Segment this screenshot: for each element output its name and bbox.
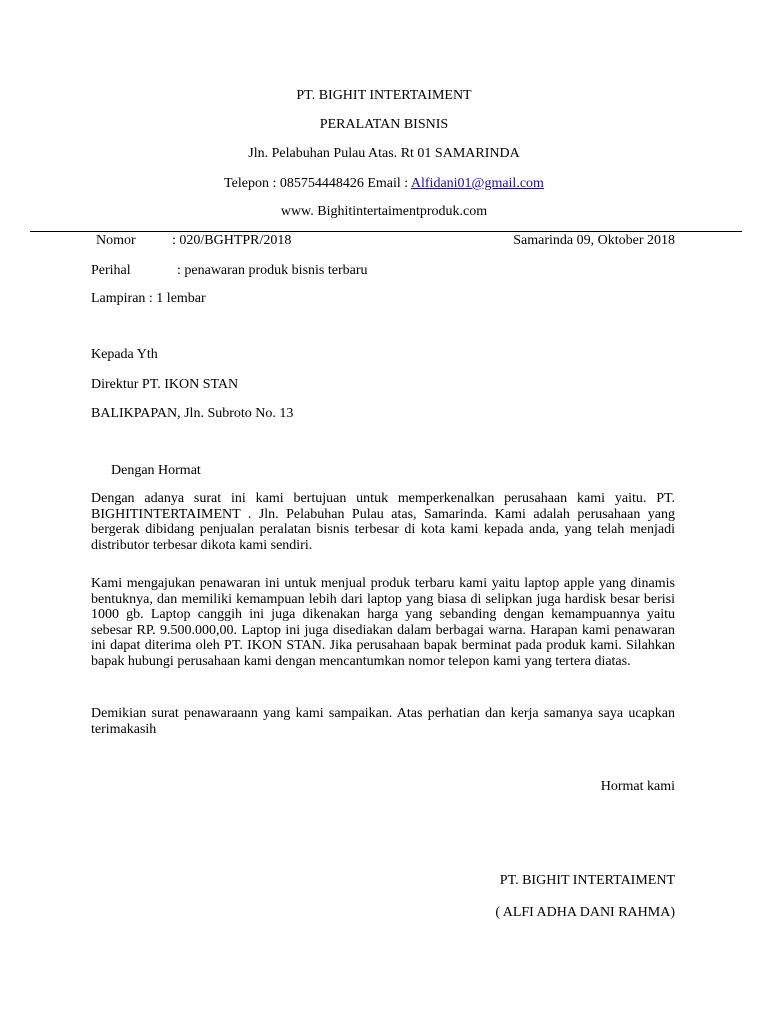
recipient-greeting: Kepada Yth	[91, 347, 158, 362]
nomor-value: : 020/BGHTPR/2018	[172, 233, 292, 248]
perihal-value: : penawaran produk bisnis terbaru	[177, 263, 368, 278]
phone-text: Telepon : 085754448426 Email :	[224, 176, 411, 191]
nomor-label: Nomor	[96, 233, 136, 248]
place-date: Samarinda 09, Oktober 2018	[513, 233, 675, 248]
closing-signer: ( ALFI ADHA DANI RAHMA)	[495, 905, 675, 920]
company-website: www. Bighitintertaimentproduk.com	[280, 204, 488, 219]
closing-company: PT. BIGHIT INTERTAIMENT	[499, 873, 675, 888]
salutation: Dengan Hormat	[111, 463, 201, 478]
company-address: Jln. Pelabuhan Pulau Atas. Rt 01 SAMARINDA	[248, 146, 520, 161]
company-contact	[0, 175, 768, 193]
body-paragraph-2: Kami mengajukan penawaran ini untuk menjual produk terbaru kami yaitu laptop apple yang dinamis bentuknya, dan memiliki kemampuan lebih dari laptop yang biasa di selipkan juga hardisk besar berisi 1000 gb. Laptop canggih ini juga dikenakan harga yang sebanding dengan kemampuannya yaitu sebesar RP. 9.500.000,00. Laptop ini juga disediakan dalam berbagai warna. Harapan kami penawaran ini dapat diterima oleh PT. IKON STAN. Jika perusahaan bapak berminat pada produk kami. Silahkan bapak hubungi perusahaan kami dengan mencantumkan nomor telepon kami yang tertera diatas.	[91, 576, 675, 669]
email-link[interactable]: Alfidani01@gmail.com	[410, 176, 544, 191]
closing-regards: Hormat kami	[600, 779, 675, 794]
body-paragraph-1: Dengan adanya surat ini kami bertujuan untuk memperkenalkan perusahaan kami yaitu. PT. BIGHITINTERTAIMENT . Jln. Pelabuhan Pulau atas, Samarinda. Kami adalah perusahaan yang bergerak dibidang penjualan peralatan bisnis terbesar di kota kami kepada anda, yang telah menjadi distributor terbesar dikota kami sendiri.	[91, 491, 675, 553]
recipient-address: BALIKPAPAN, Jln. Subroto No. 13	[91, 406, 294, 421]
recipient-name: Direktur PT. IKON STAN	[91, 377, 239, 392]
company-name: PT. BIGHIT INTERTAIMENT	[296, 88, 472, 103]
lampiran: Lampiran : 1 lembar	[91, 291, 206, 306]
body-paragraph-3: Demikian surat penawaraann yang kami sampaikan. Atas perhatian dan kerja samanya saya ucapkan terimakasih	[91, 706, 675, 737]
company-tagline: PERALATAN BISNIS	[319, 117, 449, 132]
perihal-label: Perihal	[91, 263, 131, 278]
